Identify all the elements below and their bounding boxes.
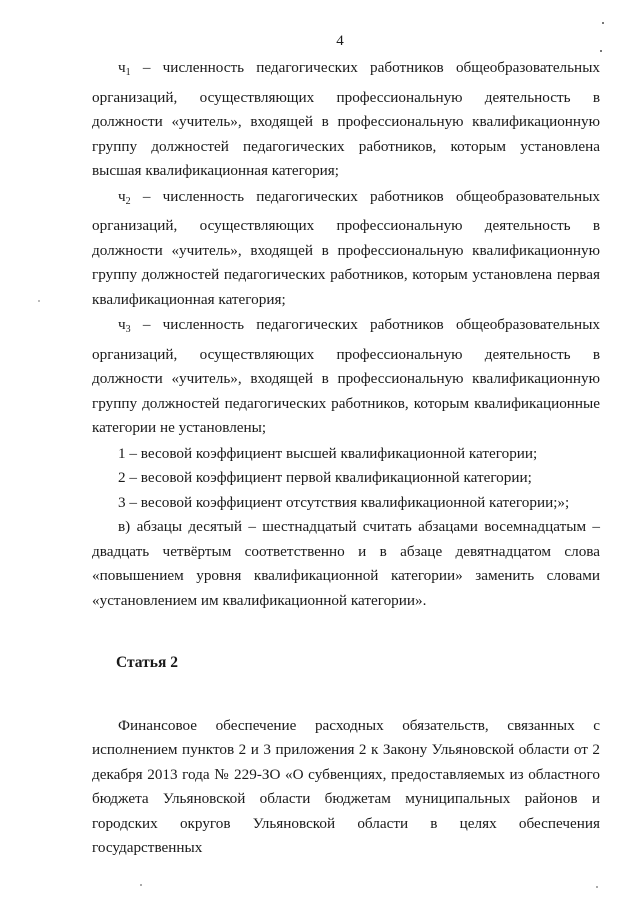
variable-name: ч <box>118 59 126 76</box>
coefficient-3: 3 – весовой коэффициент отсутствия квалификационной категории;»; <box>118 493 570 511</box>
definition-text: – численность педагогических работников общеобразовательных организаций, осуществляющих профессиональную деятельность в должности «учитель», входящей в профессиональную квалификационную группу должностей педагогических работников, которым квалификационные категории не установлены; <box>92 316 600 436</box>
scan-artifact <box>38 300 40 302</box>
clause-v: в) абзацы десятый – шестнадцатый считать абзацами восемнадцатым – двадцать четвёртым соответственно и в абзаце девятнадцатом слова «повышением уровня квалификационной категории» заменить словами «установлением им квалификационной категории». <box>92 518 600 609</box>
variable-subscript: 1 <box>125 67 131 78</box>
scan-artifact <box>140 884 142 886</box>
definition-ch3 <box>92 313 600 441</box>
article-heading: Статья 2 <box>116 654 178 671</box>
definition-text: – численность педагогических работников общеобразовательных организаций, осуществляющих профессиональную деятельность в должности «учитель», входящей в профессиональную квалификационную группу должностей педагогических работников, которым установлена первая квалификационная категория; <box>92 187 600 308</box>
document-body <box>92 56 600 861</box>
variable-name: ч <box>118 187 126 205</box>
section-spacer <box>92 613 600 651</box>
definition-text: – численность педагогических работников общеобразовательных организаций, осуществляющих профессиональную деятельность в должности «учитель», входящей в профессиональную квалификационную группу должностей педагогических работников, которым установлена высшая квалификационная категория; <box>92 59 600 179</box>
definition-ch1 <box>92 56 600 184</box>
scan-artifact <box>602 22 604 24</box>
scan-artifact <box>600 50 602 52</box>
article-text: Финансовое обеспечение расходных обязательств, связанных с исполнением пунктов 2 и 3 приложения 2 к Закону Ульяновской области от 2 декабря 2013 года № 229-ЗО «О субвенциях, предоставляемых из областного бюджета Ульяновской области бюджетам муниципальных районов и городских округов Ульяновской области в целях обеспечения государственных <box>92 716 600 856</box>
variable-subscript: 3 <box>125 324 131 335</box>
page-number: 4 <box>336 33 344 49</box>
variable-name: ч <box>118 316 126 333</box>
coefficient-2: 2 – весовой коэффициент первой квалификационной категории; <box>118 469 532 486</box>
section-spacer <box>92 676 600 714</box>
definition-ch2 <box>92 185 600 313</box>
variable-subscript: 2 <box>125 195 131 207</box>
coefficient-1: 1 – весовой коэффициент высшей квалификационной категории; <box>118 444 538 462</box>
scan-artifact <box>596 886 598 888</box>
